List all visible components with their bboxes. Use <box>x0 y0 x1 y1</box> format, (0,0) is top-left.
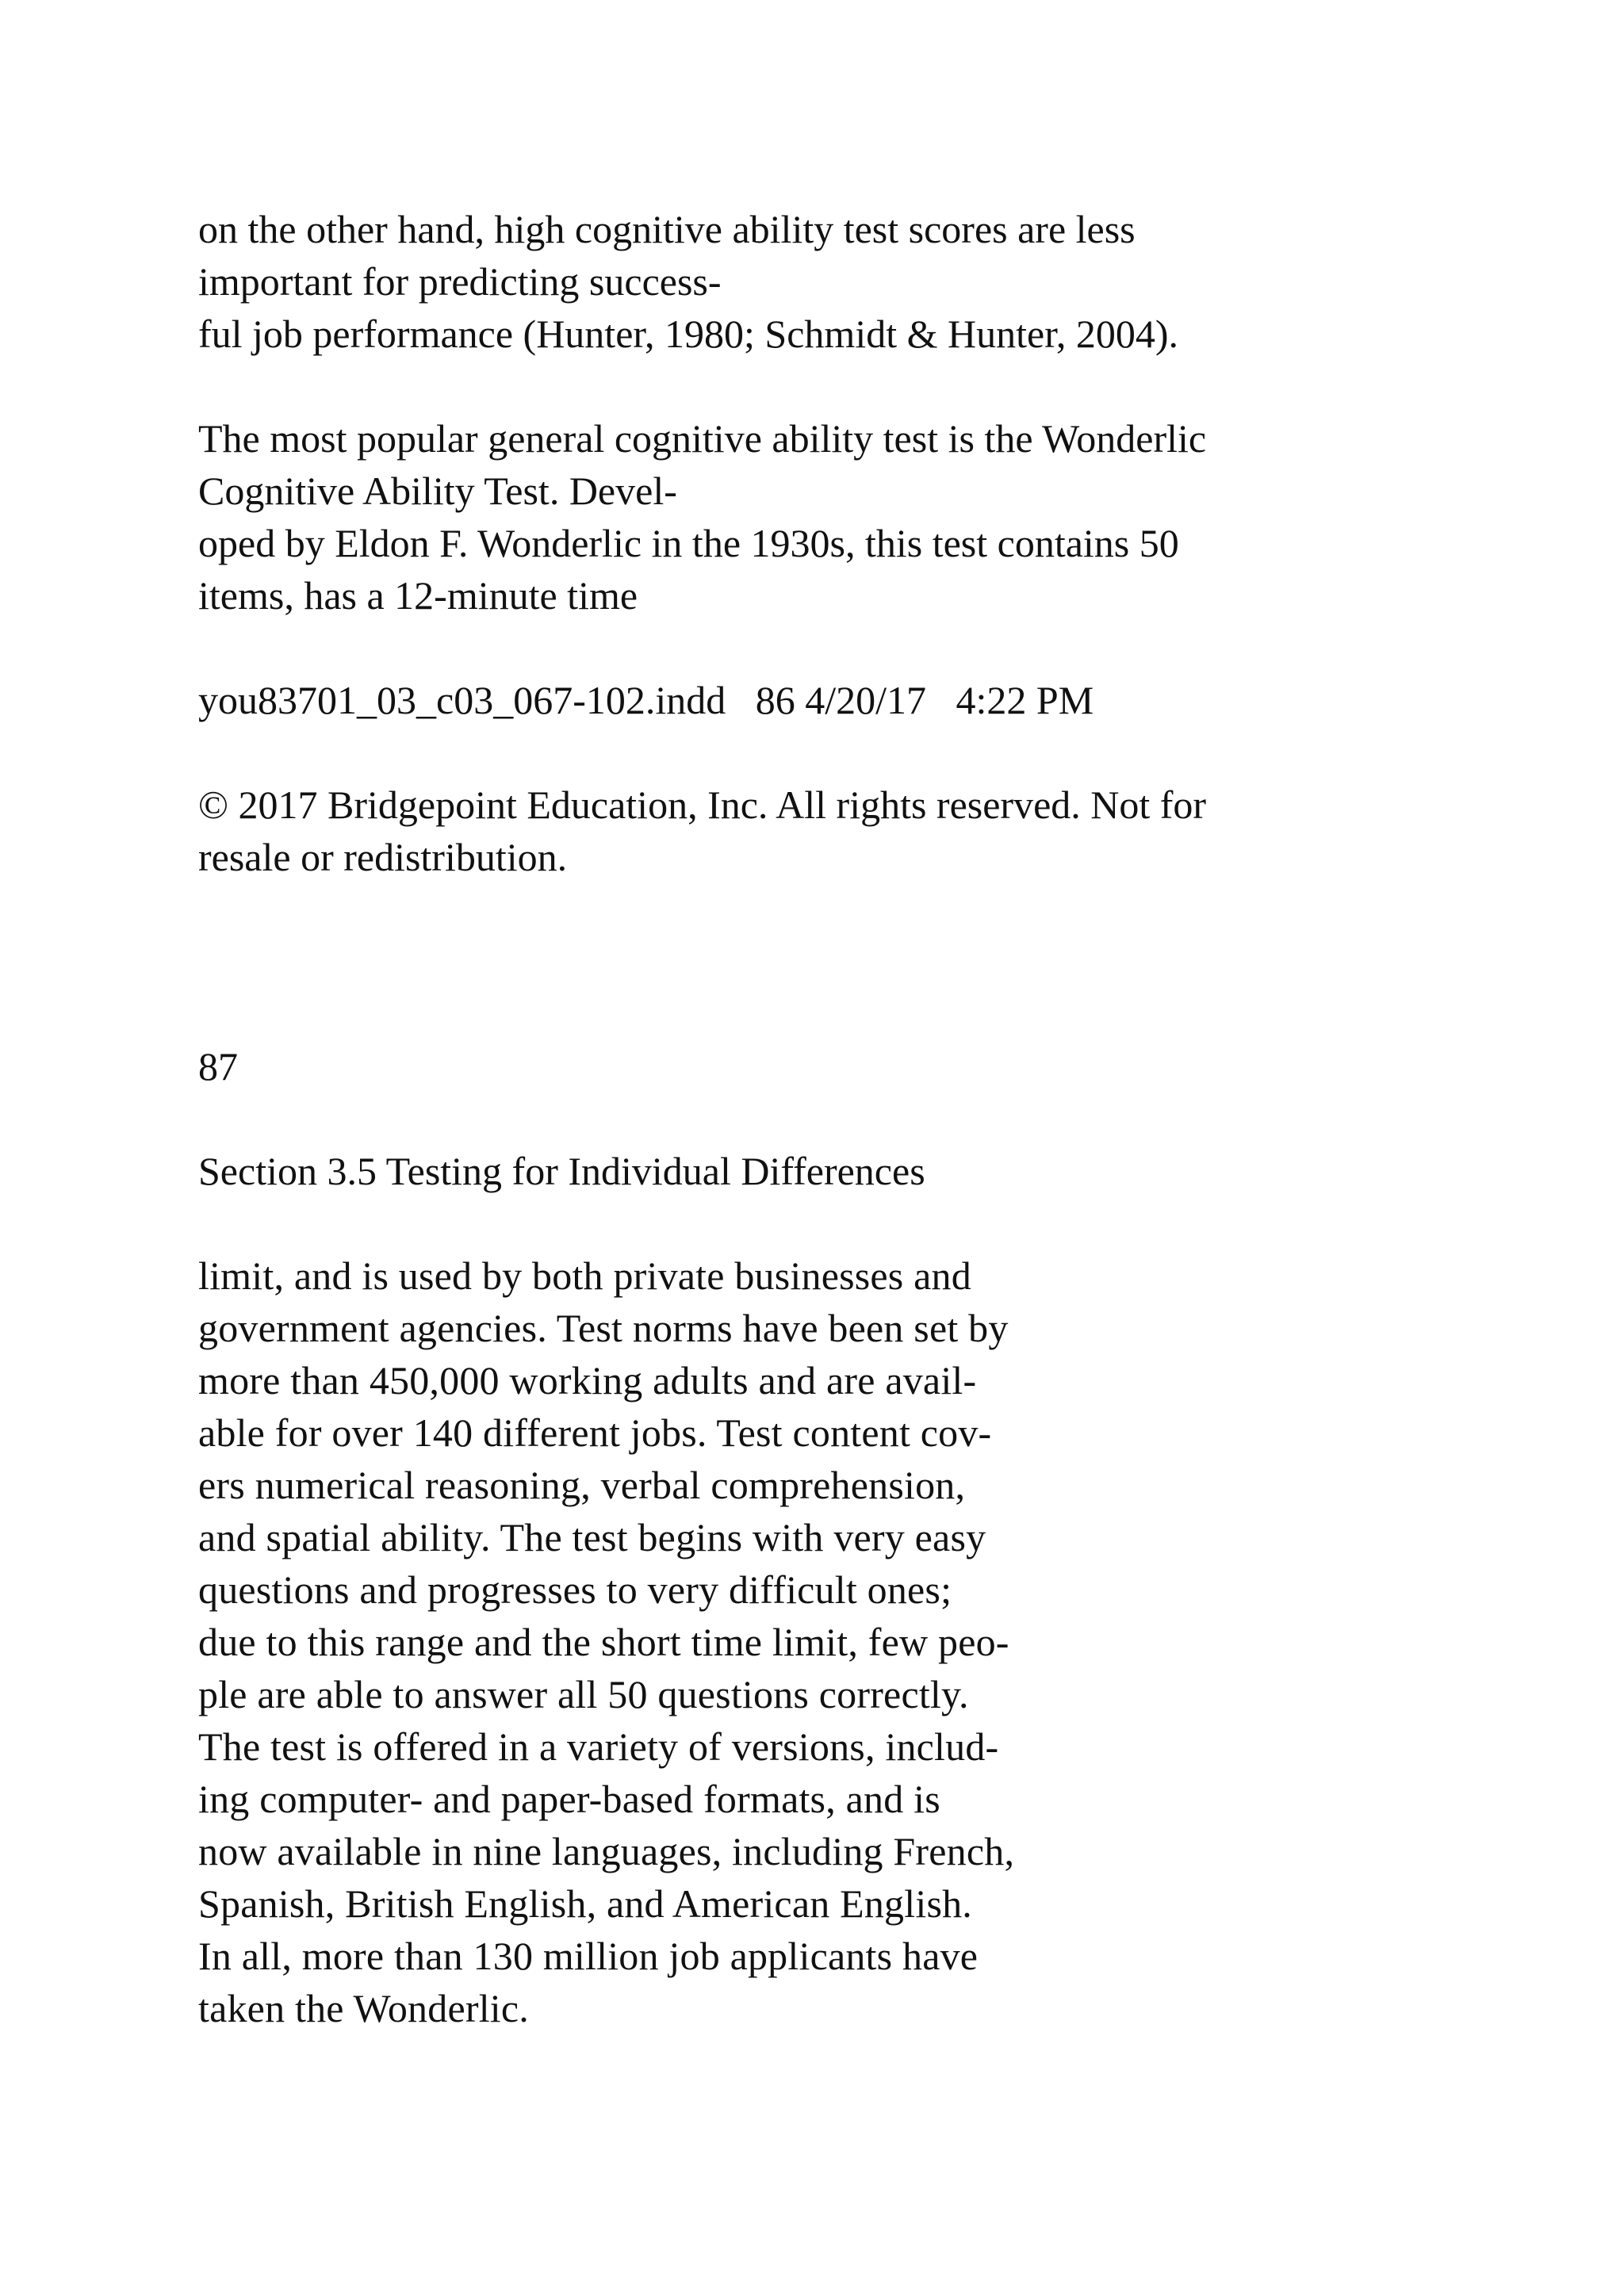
document-page <box>198 203 1546 2034</box>
paragraph-line: on the other hand, high cognitive ability test scores are less <box>198 207 1136 251</box>
paragraph-line: questions and progresses to very difficult ones; <box>198 1567 952 1612</box>
paragraph-line: Cognitive Ability Test. Devel- <box>198 469 677 513</box>
spacer <box>198 622 1546 674</box>
spacer <box>198 1197 1546 1249</box>
paragraph-line: government agencies. Test norms have been set by <box>198 1306 1009 1350</box>
paragraph-line: important for predicting success- <box>198 259 722 304</box>
page-number: 87 <box>198 1044 238 1089</box>
paragraph-line: due to this range and the short time limit, few peo- <box>198 1620 1009 1664</box>
paragraph-line: ers numerical reasoning, verbal comprehension, <box>198 1463 966 1507</box>
copyright-notice <box>198 779 1546 883</box>
paragraph-1 <box>198 203 1546 360</box>
paragraph-2 <box>198 412 1546 622</box>
paragraph-line: taken the Wonderlic. <box>198 1986 529 2030</box>
paragraph-line: limit, and is used by both private businesses and <box>198 1253 971 1298</box>
paragraph-line: oped by Eldon F. Wonderlic in the 1930s, this test contains 50 <box>198 521 1179 565</box>
spacer <box>198 360 1546 412</box>
paragraph-line: now available in nine languages, including French, <box>198 1829 1015 1873</box>
paragraph-line: ful job performance (Hunter, 1980; Schmidt & Hunter, 2004). <box>198 312 1178 356</box>
paragraph-line: The test is offered in a variety of versions, includ- <box>198 1724 999 1769</box>
paragraph-line: more than 450,000 working adults and are avail- <box>198 1358 977 1402</box>
paragraph-line: items, has a 12-minute time <box>198 573 638 618</box>
file-info: you83701_03_c03_067-102.indd 86 4/20/17 4:22 PM <box>198 678 1094 722</box>
section-heading: Section 3.5 Testing for Individual Differences <box>198 1149 925 1193</box>
spacer <box>198 1093 1546 1145</box>
paragraph-line: In all, more than 130 million job applicants have <box>198 1934 979 1978</box>
spacer <box>198 726 1546 779</box>
paragraph-line: The most popular general cognitive ability test is the Wonderlic <box>198 416 1207 461</box>
paragraph-line: ing computer- and paper-based formats, and is <box>198 1777 940 1821</box>
copyright-line: © 2017 Bridgepoint Education, Inc. All rights reserved. Not for <box>198 783 1207 827</box>
paragraph-line: ple are able to answer all 50 questions correctly. <box>198 1672 969 1716</box>
spacer <box>198 883 1546 1040</box>
paragraph-line: and spatial ability. The test begins with very easy <box>198 1515 986 1559</box>
paragraph-3 <box>198 1249 1546 2034</box>
paragraph-line: Spanish, British English, and American English. <box>198 1881 973 1926</box>
copyright-line: resale or redistribution. <box>198 835 568 879</box>
paragraph-line: able for over 140 different jobs. Test content cov- <box>198 1410 992 1455</box>
